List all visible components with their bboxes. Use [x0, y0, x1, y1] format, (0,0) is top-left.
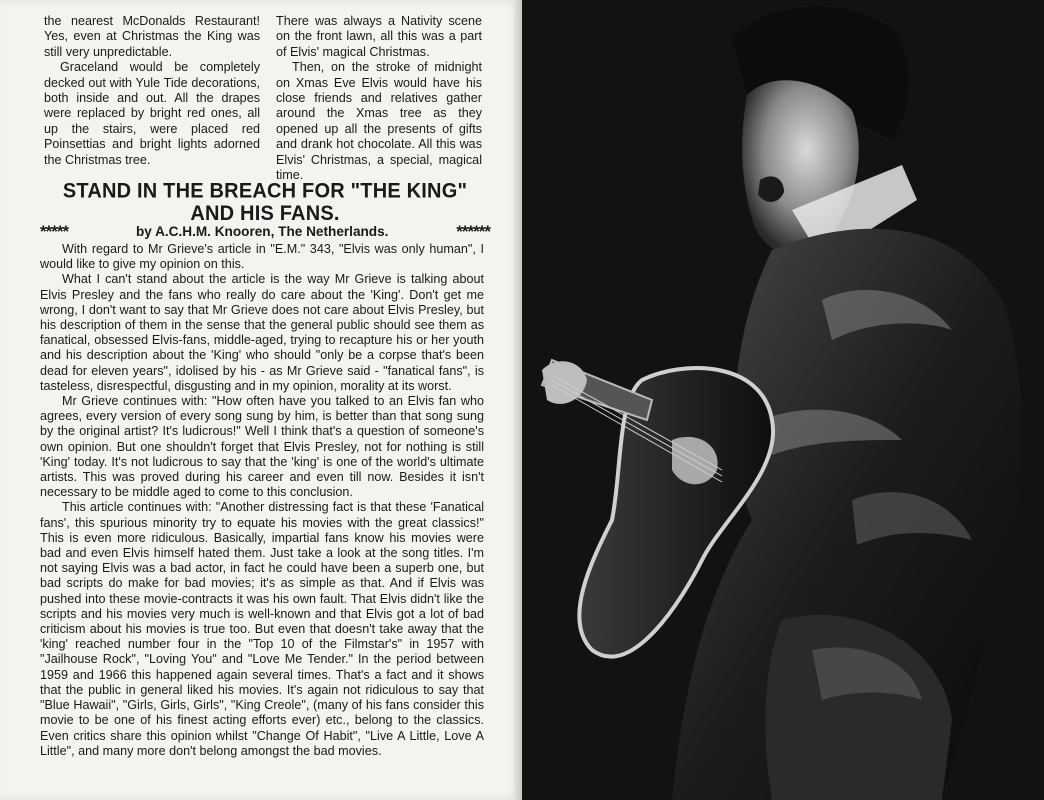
article-headline [40, 181, 490, 225]
intro-paragraph: There was always a Nativity scene on the front lawn, all this was a part of Elvis' magical Christmas. [276, 14, 482, 59]
byline-stars-left: ***** [40, 222, 69, 241]
intro-paragraph: Then, on the stroke of midnight on Xmas Eve Elvis would have his close friends and relatives gather around the Xmas tree as they opened up all the presents of gifts and drank hot chocolate. All this was Elvis' Christmas, a special, magical time. [276, 60, 482, 183]
article-paragraph: With regard to Mr Grieve's article in "E.M." 343, "Elvis was only human", I would like to give my opinion on this. [40, 242, 484, 272]
byline [40, 224, 490, 240]
article-body [40, 242, 484, 759]
performer-photo [522, 0, 1044, 800]
intro-column-2 [276, 14, 482, 183]
article-paragraph: This article continues with: "Another distressing fact is that these 'Fanatical fans', this spurious minority try to equate his movies with the great classics!" This is even more ridiculous. Basically, impartial fans know his movies were bad and even Elvis himself hated them. Just take a look at the song titles. I'm not saying Elvis was a bad actor, in fact he could have been a superb one, but bad scripts do make for bad movies; it's as simple as that. And if Elvis was pushed into these movie-contracts it was his own fault. That Elvis didn't like the scripts and his movies very much is well-known and that Elvis got a lot of bad criticism about his movies is true too. But even that doesn't take away that the 'king' reached number four in the "Top 10 of the Filmstar's" in 1957 with "Jailhouse Rock", "Loving You" and "Love Me Tender." In the period between 1959 and 1966 this happened again several times. That's a fact and it shows that the public in general liked his movies. It's again not ridiculous to say that "Blue Hawaii", "Girls, Girls, Girls", "King Creole", (many of his fans consider this movie to be one of his finest acting efforts ever) etc., belong to the classics. Even critics share this opinion whilst "Change Of Habit", "Live A Little, Love A Little", and many more don't belong amongst the bad movies. [40, 500, 484, 758]
right-page [522, 0, 1044, 800]
byline-author: by A.C.H.M. Knooren, The Netherlands. [135, 224, 389, 239]
article-paragraph: What I can't stand about the article is the way Mr Grieve is talking about Elvis Presley and the fans who really do care about the 'King'. Don't get me wrong, I don't want to say that Mr Grieve does not care about Elvis Presley, but his description of them in the sense that the general public should see them as fanatical, obsessed Elvis-fans, middle-aged, trying to recapture his or her youth and his description about the 'King' who should "only be a corpse that's been dead for eleven years", idolised by his - as Mr Grieve said - "fanatical fans", is tasteless, disrespectful, disgusting and in my opinion, morality at its worst. [40, 272, 484, 393]
intro-paragraph: the nearest McDonalds Restaurant! Yes, even at Christmas the King was still very unpredictable. [44, 14, 260, 59]
byline-stars-right: ****** [456, 222, 490, 241]
headline-line-2: AND HIS FANS. [190, 201, 340, 226]
intro-paragraph: Graceland would be completely decked out with Yule Tide decorations, both inside and out. All the drapes were replaced by bright red ones, all up the stairs, were placed red Poinsettias and bright lights adorned the Christmas tree. [44, 60, 260, 167]
headline-line-1: STAND IN THE BREACH FOR "THE KING" [62, 179, 468, 203]
intro-column-1 [44, 14, 260, 168]
article-paragraph: Mr Grieve continues with: "How often have you talked to an Elvis fan who agrees, every version of every song sung by him, is better than that song sung by the original artist? It's ludicrous!" Well I think that's a question of someone's own opinion. But one shouldn't forget that Elvis Presley, not for nothing is still 'King' today. It's not ludicrous to say that the 'king' is one of the world's ultimate artists. This was proved during his career and even till now. Besides it isn't necessary to be middle aged to come to this conclusion. [40, 394, 484, 500]
